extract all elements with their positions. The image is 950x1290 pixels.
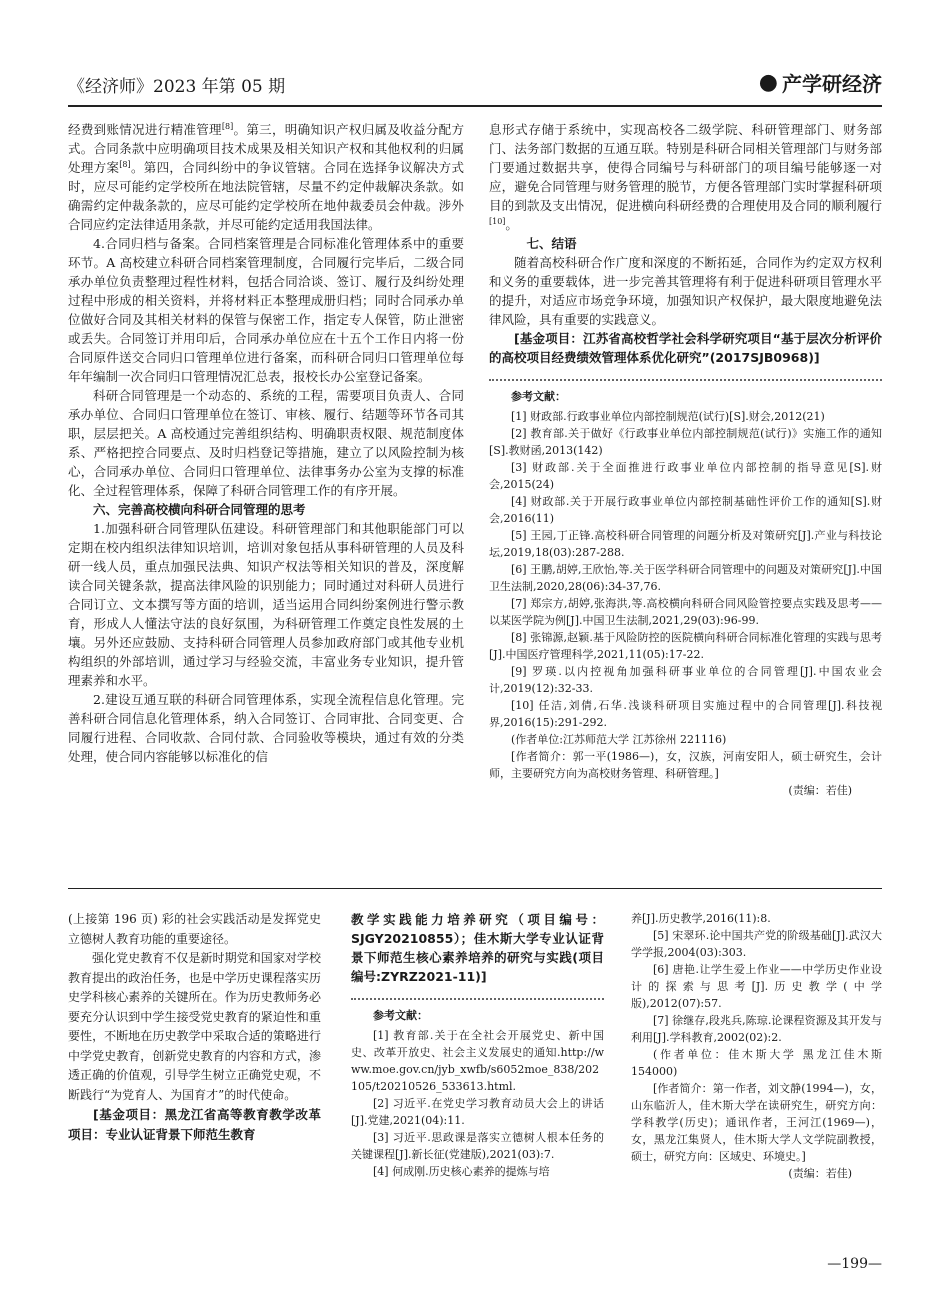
reference-item: [9] 罗瑛.以内控视角加强科研事业单位的合同管理[J].中国农业会计,2019(12):32-33. [489, 665, 882, 695]
bullet-dot-icon: ● [758, 70, 778, 95]
reference-item: 养[J].历史教学,2016(11):8. [631, 912, 771, 925]
author-affiliation: (作者单位：佳木斯大学 黑龙江佳木斯 154000) [631, 1048, 882, 1078]
divider [351, 992, 604, 1000]
lower-column-1 [68, 910, 321, 1144]
page-header [68, 68, 882, 102]
citation: [8] [119, 159, 131, 169]
divider [489, 373, 882, 381]
reference-item: [3] 习近平.思政课是落实立德树人根本任务的关键课程[J].新长征(党建版),2021(03):7. [351, 1131, 604, 1161]
article-column-left [68, 120, 464, 766]
reference-item: [3] 财政部.关于全面推进行政事业单位内部控制的指导意见[S].财会,2015(24) [489, 461, 882, 491]
reference-item: [7] 徐继存,段兆兵,陈琼.论课程资源及其开发与利用[J].学科教育,2002(02):2. [631, 1014, 882, 1044]
paragraph: 科研合同管理是一个动态的、系统的工程，需要项目负责人、合同承办单位、合同归口管理单位在签订、审核、履行、结题等环节各司其职，层层把关。A 高校通过完善组织结构、明确职责权限、规范制度体系、严格把控合同要点、及时归档登记等措施，建立了以风险控制为核心，合同承办单位、合同归口管理单位、法律事务办公室为支撑的标准化、全过程管理体系，保障了科研合同管理工作的有序开展。 [68, 388, 464, 498]
author-bio: [作者简介：第一作者，刘文静(1994—)，女，山东临沂人，佳木斯大学在读研究生，研究方向：学科教学(历史)；通讯作者，王河江(1969—)，女，黑龙江集贤人，佳木斯大学人文学院副教授，硕士，研究方向：区域史、环境史。] [631, 1082, 882, 1163]
reference-item: [6] 唐艳.让学生爱上作业——中学历史作业设计的探索与思考[J].历史教学(中学版),2012(07):57. [631, 963, 882, 1010]
paragraph: 2.建设互通互联的科研合同管理体系，实现全流程信息化管理。完善科研合同信息化管理体系，纳入合同签订、合同审批、合同变更、合同履行进程、合同收款、合同付款、合同验收等模块，通过有效的分类处理，使合同内容能够以标准化的信 [68, 692, 464, 764]
fund-note: [基金项目：江苏省高校哲学社会科学研究项目“基于层次分析评价的高校项目经费绩效管理体系优化研究”(2017SJB0968)] [489, 331, 882, 365]
lower-column-3 [631, 910, 882, 1182]
section-label: 产学研经济 [782, 72, 882, 96]
reference-item: [5] 宋翠环.论中国共产党的阶级基础[J].武汉大学学报,2004(03):303. [631, 929, 882, 959]
editor-note: (责编：若佳) [788, 1167, 852, 1180]
paragraph: 1.加强科研合同管理队伍建设。科研管理部门和其他职能部门可以定期在校内组织法律知识培训，培训对象包括从事科研管理的人员及科研一线人员，重点加强民法典、知识产权法等相关知识的普及，深度解读合同关键条款，提高法律风险的识别能力；同时通过对科研人员进行合同订立、文本撰写等方面的培训，适当运用合同纠纷案例进行警示教育，形成人人懂法守法的良好氛围，为科研管理工作奠定良性发展的土壤。另外还应鼓励、支持科研合同管理人员参加政府部门或其他专业机构组织的外部培训，通过学习与经验交流，丰富业务专业知识，提升管理素养和水平。 [68, 521, 464, 688]
reference-item: [6] 王鹏,胡婷,王欣怡,等.关于医学科研合同管理中的问题及对策研究[J].中国卫生法制,2020,28(06):34-37,76. [489, 563, 882, 593]
paragraph: 随着高校科研合作广度和深度的不断拓延，合同作为约定双方权利和义务的重要载体，进一步完善其管理将有利于促进科研项目管理水平的提升，对适应市场竞争环境，加强知识产权保护，最大限度地避免法律风险，具有重要的实践意义。 [489, 255, 882, 327]
reference-item: [2] 习近平.在党史学习教育动员大会上的讲话[J].党建,2021(04):11. [351, 1097, 604, 1127]
text: 。第四，合同纠纷中的争议管辖。合同在选择争议解决方式时，应尽可能约定学校所在地法院管辖，尽量不约定仲裁解决条款。如确需约定仲裁条款的，应尽可能约定学校所在地仲裁委员会仲裁。涉外合同应约定法律适用条款，并尽可能约定适用我国法律。 [68, 160, 464, 232]
paragraph [489, 120, 882, 234]
page-number: —199— [827, 1256, 882, 1272]
editor-note: (责编：若佳) [788, 784, 852, 797]
reference-item: [7] 郑宗方,胡婷,张海洪,等.高校横向科研合同风险管控要点实践及思考——以某医学院为例[J].中国卫生法制,2021,29(03):96-99. [489, 597, 882, 627]
text: 。第三，明确知识产权归属及收益分配方式。合同条款中应明确项目技术成果及相关知识产权和其他权利的归属处理方案 [68, 122, 464, 175]
reference-item: [10] 任洁,刘倩,石华.浅谈科研项目实施过程中的合同管理[J].科技视界,2016(15):291-292. [489, 699, 882, 729]
fund-note: 教学实践能力培养研究（项目编号：SJGY20210855）；佳木斯大学专业认证背景下师范生核心素养培养的研究与实践(项目编号:ZYRZ2021-11)] [351, 912, 604, 984]
article-separator [68, 888, 882, 889]
paragraph [68, 120, 464, 234]
text: 。 [505, 217, 518, 232]
section-title [759, 68, 882, 97]
fund-note: [基金项目：黑龙江省高等教育教学改革项目：专业认证背景下师范生教育 [68, 1107, 321, 1142]
citation: [8] [221, 121, 234, 131]
section-heading: 六、完善高校横向科研合同管理的思考 [93, 502, 306, 517]
reference-list [489, 408, 882, 782]
journal-title: 《经济师》2023 年第 05 期 [68, 77, 286, 97]
text: 经费到账情况进行精准管理 [68, 122, 222, 137]
paragraph: 4.合同归档与备案。合同档案管理是合同标准化管理体系中的重要环节。A 高校建立科研合同档案管理制度，合同履行完毕后，二级合同承办单位负责整理过程性材料，包括合同洽谈、签订、履行及纠纷处理过程中形成的相关资料，并将材料正本整理成册归档；同时合同承办单位做好合同及其相关材料的保管与保密工作，指定专人保管，防止泄密或丢失。合同签订并用印后，合同承办单位应在十五个工作日内将一份合同原件送交合同归口管理单位进行备案，而科研合同归口管理单位每年年编制一次合同归口管理情况汇总表，报校长办公室登记备案。 [68, 236, 464, 384]
reference-item: [1] 财政部.行政事业单位内部控制规范(试行)[S].财会,2012(21) [511, 410, 825, 423]
reference-item: [1] 教育部.关于在全社会开展党史、新中国史、改革开放史、社会主义发展史的通知.http://www.moe.gov.cn/jyb_xwfb/s6052moe_838/202105/t20210526_533613.html. [351, 1029, 604, 1093]
paragraph: (上接第 196 页) 彩的社会实践活动是发挥党史立德树人教育功能的重要途径。 [68, 912, 321, 946]
reference-item: [8] 张锦源,赵颖.基于风险防控的医院横向科研合同标准化管理的实践与思考[J].中国医疗管理科学,2021,11(05):17-22. [489, 631, 882, 661]
references-title: 参考文献： [373, 1009, 428, 1022]
text: 息形式存储于系统中，实现高校各二级学院、科研管理部门、财务部门、法务部门数据的互通互联。特别是科研合同相关管理部门与财务部门要通过数据共享，使得合同编号与科研部门的项目编号能够逐一对应，避免合同管理与财务管理的脱节，方便各管理部门实时掌握科研项目的到款及支出情况，促进横向科研经费的合理使用及合同的顺利履行 [489, 122, 882, 213]
reference-item: [4] 何成刚.历史核心素养的提炼与培 [373, 1165, 550, 1178]
paragraph: 强化党史教育不仅是新时期党和国家对学校教育提出的政治任务，也是中学历史课程落实历史学科核心素养的关键所在。作为历史教师务必要充分认识到中学生接受党史教育的紧迫性和重要性，不断地在历史教学中采取合适的策略进行中学党史教育，创新党史教育的内容和方式，渗透正确的价值观，引导学生树立正确党史观，不断践行“为党育人、为国育才”的时代使命。 [68, 951, 321, 1102]
reference-item: [4] 财政部.关于开展行政事业单位内部控制基础性评价工作的通知[S].财会,2016(11) [489, 495, 882, 525]
author-bio: [作者简介：郭一平(1986—)，女，汉族，河南安阳人，硕士研究生，会计师，主要研究方向为高校财务管理、科研管理。] [489, 750, 882, 780]
section-heading: 七、结语 [526, 236, 577, 251]
author-affiliation: (作者单位:江苏师范大学 江苏徐州 221116) [511, 733, 727, 746]
citation: [10] [489, 216, 506, 226]
reference-item: [2] 教育部.关于做好《行政事业单位内部控制规范(试行)》实施工作的通知[S].教财函,2013(142) [489, 427, 882, 457]
lower-column-2 [351, 910, 604, 1180]
header-rule [68, 105, 882, 107]
article-column-right [489, 120, 882, 799]
references-title: 参考文献： [511, 390, 566, 403]
reference-item: [5] 王园,丁正锋.高校科研合同管理的问题分析及对策研究[J].产业与科技论坛,2019,18(03):287-288. [489, 529, 882, 559]
